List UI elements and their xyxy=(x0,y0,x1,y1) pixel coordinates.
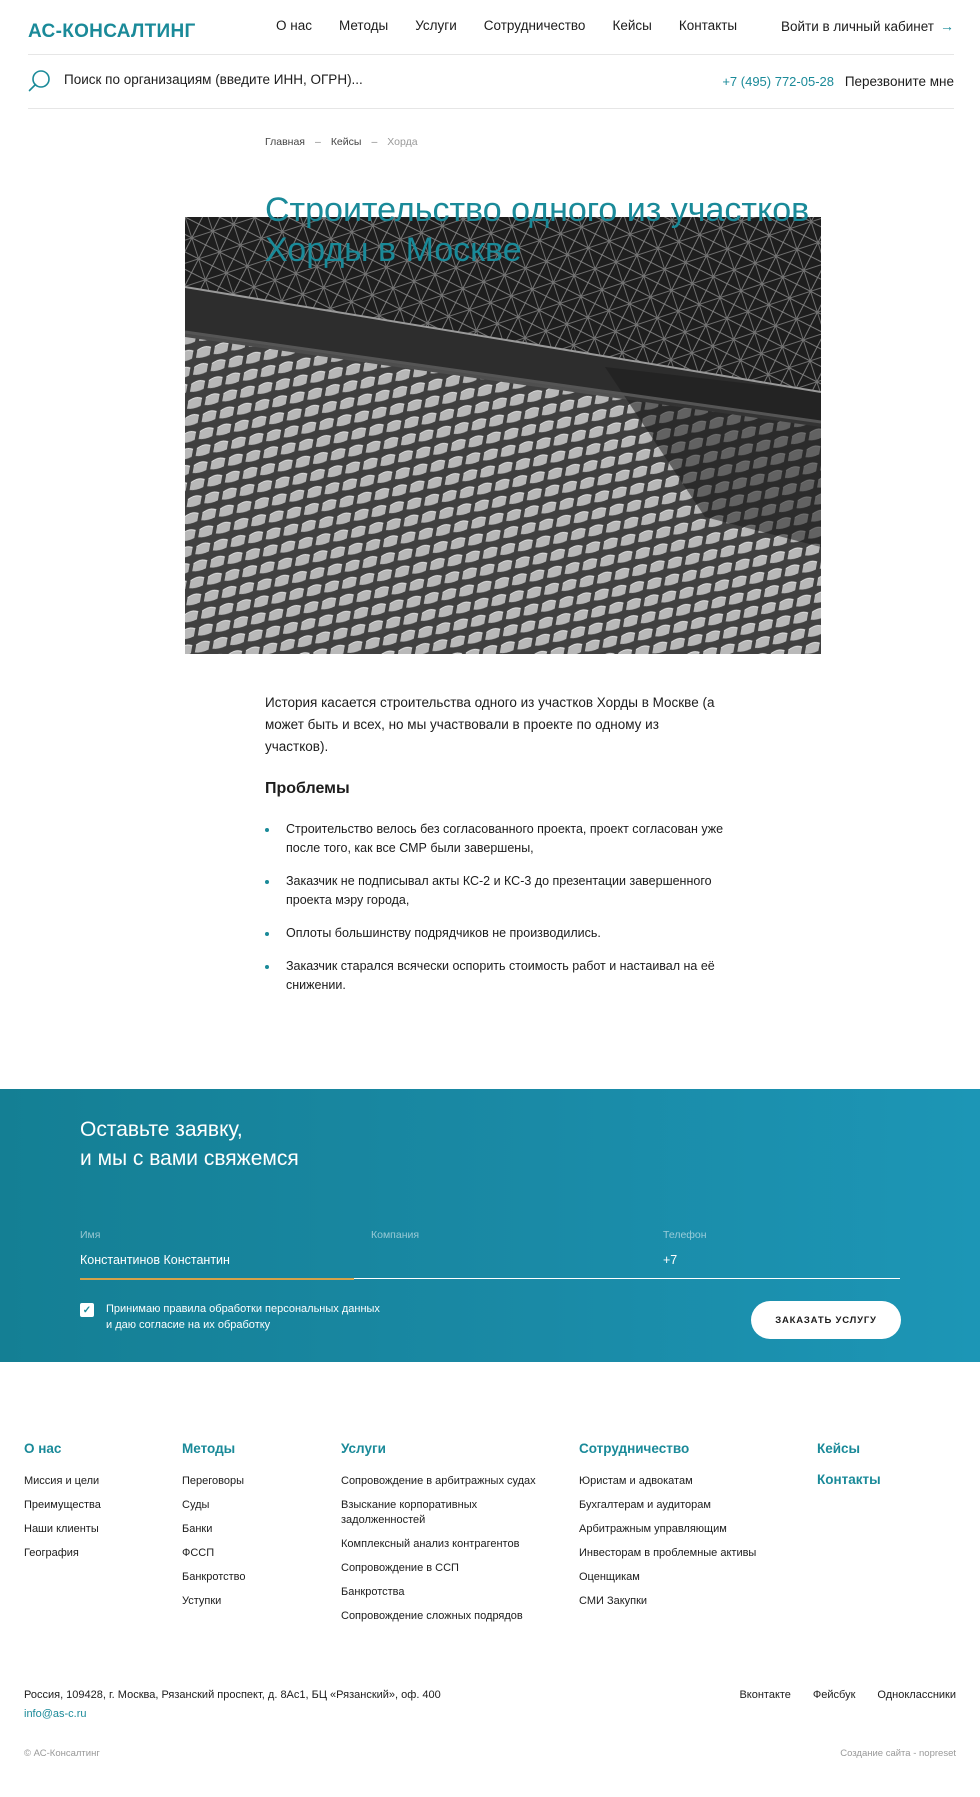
logo[interactable]: АС-КОНСАЛТИНГ xyxy=(28,21,196,42)
footer-link[interactable]: Арбитражным управляющим xyxy=(579,1523,727,1535)
footer-column-extra xyxy=(817,1441,957,1503)
footer-column-cooperation xyxy=(579,1441,799,1618)
footer-heading[interactable]: О нас xyxy=(24,1441,62,1456)
problems-list xyxy=(265,820,725,995)
breadcrumb-current: Хорда xyxy=(387,136,418,148)
breadcrumb xyxy=(265,136,418,148)
name-field-label: Имя xyxy=(80,1229,101,1241)
order-service-button[interactable]: ЗАКАЗАТЬ УСЛУГУ xyxy=(751,1301,901,1339)
company-field-label: Компания xyxy=(371,1229,420,1241)
bullet-icon xyxy=(265,965,269,969)
consent-checkbox[interactable] xyxy=(80,1303,94,1317)
list-item xyxy=(265,957,725,995)
social-links xyxy=(739,1689,956,1701)
search-icon[interactable] xyxy=(28,69,52,93)
breadcrumb-cases[interactable]: Кейсы xyxy=(330,136,362,148)
footer-heading-cases[interactable]: Кейсы xyxy=(817,1441,861,1456)
list-item xyxy=(265,924,725,943)
social-link-ok[interactable]: Одноклассники xyxy=(877,1689,956,1701)
footer-heading-contacts[interactable]: Контакты xyxy=(817,1472,881,1487)
request-form xyxy=(0,1089,980,1362)
breadcrumb-separator: – xyxy=(371,136,378,148)
footer-link[interactable]: Оценщикам xyxy=(579,1571,640,1583)
footer-link[interactable]: Комплексный анализ контрагентов xyxy=(341,1538,520,1550)
page-title: Строительство одного из участков Хорды в Москве xyxy=(265,191,810,269)
list-item-text: Заказчик не подписывал акты КС-2 и КС-3 до презентации завершенного проекта мэру города, xyxy=(286,874,712,907)
footer-link[interactable]: Инвесторам в проблемные активы xyxy=(579,1547,757,1559)
footer-column-methods xyxy=(182,1441,332,1618)
breadcrumb-home[interactable]: Главная xyxy=(265,136,305,148)
main-nav xyxy=(276,18,764,33)
divider xyxy=(28,108,954,109)
phone-link[interactable]: +7 (495) 772-05-28 xyxy=(722,74,834,89)
bullet-icon xyxy=(265,932,269,936)
footer-heading[interactable]: Услуги xyxy=(341,1441,386,1456)
nav-item-about[interactable]: О нас xyxy=(276,18,312,33)
name-field-value[interactable]: Константинов Константин xyxy=(80,1253,230,1267)
footer-link[interactable]: Наши клиенты xyxy=(24,1523,99,1535)
footer-link[interactable]: Банкротства xyxy=(341,1586,405,1598)
footer-link[interactable]: Юристам и адвокатам xyxy=(579,1475,693,1487)
footer-link[interactable]: Суды xyxy=(182,1499,210,1511)
phone-field-value[interactable]: +7 xyxy=(663,1253,678,1267)
footer-link[interactable]: Сопровождение в ССП xyxy=(341,1562,459,1574)
login-label: Войти в личный кабинет xyxy=(780,18,934,34)
footer-link[interactable]: Уступки xyxy=(182,1595,222,1607)
phone-field-label: Телефон xyxy=(663,1229,707,1241)
search-input[interactable] xyxy=(64,72,664,87)
site-header xyxy=(0,0,980,110)
callback-link[interactable]: Перезвоните мне xyxy=(844,74,954,89)
article-intro: История касается строительства одного из участков Хорды в Москве (а может быть и всех, но мы участвовали в проекте по одному из участков). xyxy=(265,695,715,754)
nav-item-cooperation[interactable]: Сотрудничество xyxy=(483,18,586,33)
footer-link[interactable]: Сопровождение сложных подрядов xyxy=(341,1610,523,1622)
footer-link[interactable]: ФССП xyxy=(182,1547,215,1559)
nav-item-cases[interactable]: Кейсы xyxy=(612,18,652,33)
footer-link[interactable]: Банкротство xyxy=(182,1571,246,1583)
footer-heading[interactable]: Сотрудничество xyxy=(579,1441,690,1456)
nav-item-services[interactable]: Услуги xyxy=(415,18,457,33)
nav-item-methods[interactable]: Методы xyxy=(338,18,389,33)
footer-link[interactable]: Переговоры xyxy=(182,1475,245,1487)
footer-link[interactable]: Банки xyxy=(182,1523,213,1535)
nav-item-contacts[interactable]: Контакты xyxy=(678,18,738,33)
footer-heading[interactable]: Методы xyxy=(182,1441,236,1456)
footer-column-about xyxy=(24,1441,174,1570)
login-link[interactable] xyxy=(781,18,954,34)
made-by-link[interactable]: Создание сайта - nopreset xyxy=(840,1748,956,1759)
footer-link[interactable]: Преимущества xyxy=(24,1499,101,1511)
copyright: © АС-Консалтинг xyxy=(24,1748,100,1759)
footer-address: Россия, 109428, г. Москва, Рязанский проспект, д. 8Ас1, БЦ «Рязанский», оф. 400 xyxy=(24,1689,441,1701)
hero-image xyxy=(185,217,821,654)
bullet-icon xyxy=(265,880,269,884)
search-bar xyxy=(28,66,954,98)
field-underline-active xyxy=(80,1278,354,1280)
article xyxy=(265,692,725,1009)
list-item xyxy=(265,820,725,858)
arrow-right-icon: → xyxy=(940,18,954,34)
phone-field[interactable] xyxy=(663,1229,900,1271)
footer-link[interactable]: Сопровождение в арбитражных судах xyxy=(341,1475,536,1487)
list-item-text: Строительство велось без согласованного проекта, проект согласован уже после того, как все СМР были завершены, xyxy=(286,822,724,855)
consent-text: Принимаю правила обработки персональных данных и даю согласие на их обработку xyxy=(106,1303,380,1331)
footer-link[interactable]: Бухгалтерам и аудиторам xyxy=(579,1499,711,1511)
list-item xyxy=(265,872,725,910)
request-title-line: Оставьте заявку, xyxy=(80,1118,243,1141)
check-icon: ✓ xyxy=(82,1304,92,1316)
footer-email[interactable]: info@as-c.ru xyxy=(24,1708,87,1720)
problems-title: Проблемы xyxy=(265,780,350,797)
footer-link[interactable]: СМИ Закупки xyxy=(579,1595,648,1607)
footer-link[interactable]: Миссия и цели xyxy=(24,1475,100,1487)
social-link-vk[interactable]: Вконтакте xyxy=(739,1689,791,1701)
footer-column-services xyxy=(341,1441,551,1633)
footer-link[interactable]: Взыскание корпоративных задолженностей xyxy=(341,1499,478,1526)
divider xyxy=(28,54,954,55)
footer-link[interactable]: География xyxy=(24,1547,79,1559)
name-field[interactable] xyxy=(80,1229,372,1271)
request-title-line: и мы с вами свяжемся xyxy=(80,1147,299,1170)
consent xyxy=(80,1301,380,1333)
social-link-facebook[interactable]: Фейсбук xyxy=(812,1689,856,1701)
company-field[interactable] xyxy=(371,1229,663,1271)
list-item-text: Оплоты большинству подрядчиков не производились. xyxy=(286,926,601,940)
list-item-text: Заказчик старался всячески оспорить стоимость работ и настаивал на её снижении. xyxy=(286,959,715,992)
company-field-value[interactable] xyxy=(371,1253,663,1271)
bullet-icon xyxy=(265,828,269,832)
request-title xyxy=(80,1115,480,1173)
breadcrumb-separator: – xyxy=(314,136,321,148)
